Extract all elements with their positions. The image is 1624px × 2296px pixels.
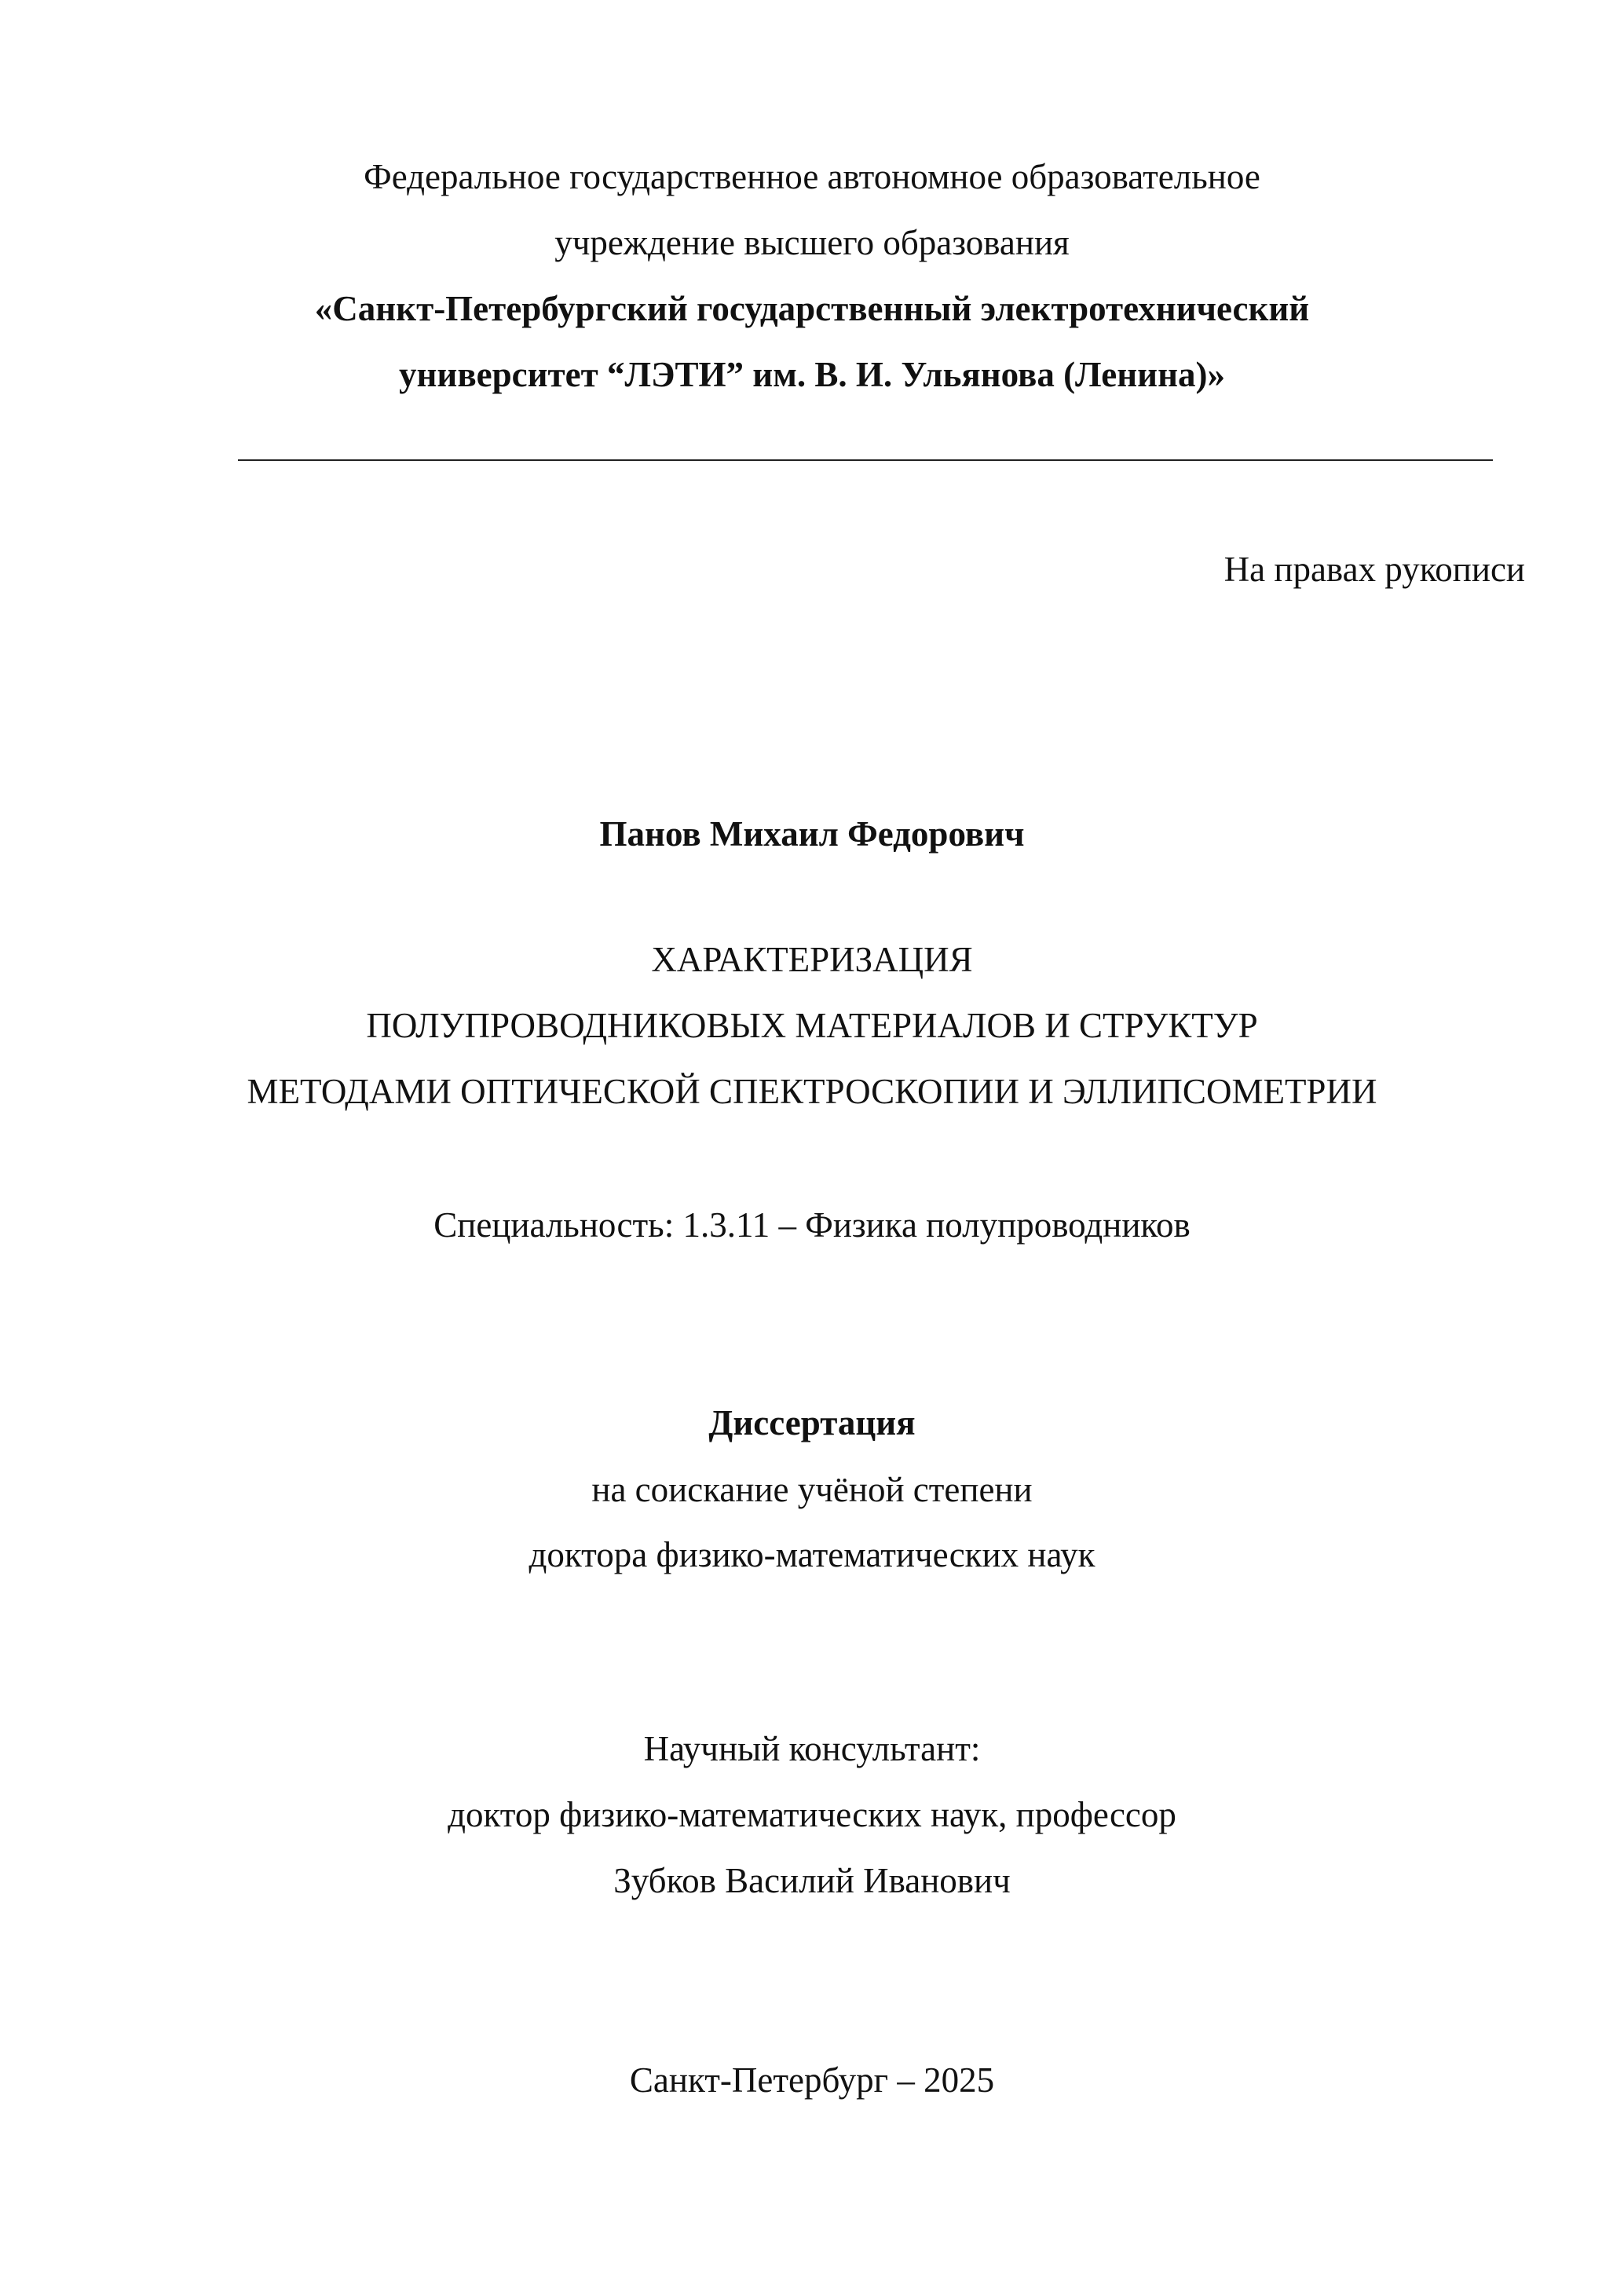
consultant-degree: доктор физико-математических наук, профессор	[448, 1795, 1176, 1834]
title-line-1: ХАРАКТЕРИЗАЦИЯ	[651, 940, 973, 979]
work-type-line-1: на соискание учёной степени	[591, 1470, 1033, 1509]
work-type-line-2: доктора физико-математических наук	[529, 1535, 1095, 1574]
institution-line-1: Федеральное государственное автономное образовательное	[364, 157, 1260, 196]
consultant-name: Зубков Василий Иванович	[613, 1861, 1011, 1900]
institution-line-3: «Санкт-Петербургский государственный электротехнический	[314, 289, 1310, 328]
title-line-2: ПОЛУПРОВОДНИКОВЫХ МАТЕРИАЛОВ И СТРУКТУР	[366, 1006, 1258, 1045]
institution-line-2: учреждение высшего образования	[554, 223, 1070, 262]
consultant-heading: Научный консультант:	[643, 1729, 981, 1768]
manuscript-note: На правах рукописи	[1223, 550, 1525, 589]
author-name: Панов Михаил Федорович	[599, 814, 1025, 854]
work-type-heading: Диссертация	[708, 1403, 916, 1442]
institution-line-4: университет “ЛЭТИ” им. В. И. Ульянова (Ленина)»	[398, 355, 1226, 394]
title-line-3: МЕТОДАМИ ОПТИЧЕСКОЙ СПЕКТРОСКОПИИ И ЭЛЛИПСОМЕТРИИ	[247, 1072, 1377, 1111]
place-year: Санкт-Петербург – 2025	[629, 2060, 995, 2100]
header-divider	[238, 459, 1493, 461]
specialty: Специальность: 1.3.11 – Физика полупроводников	[433, 1205, 1191, 1245]
